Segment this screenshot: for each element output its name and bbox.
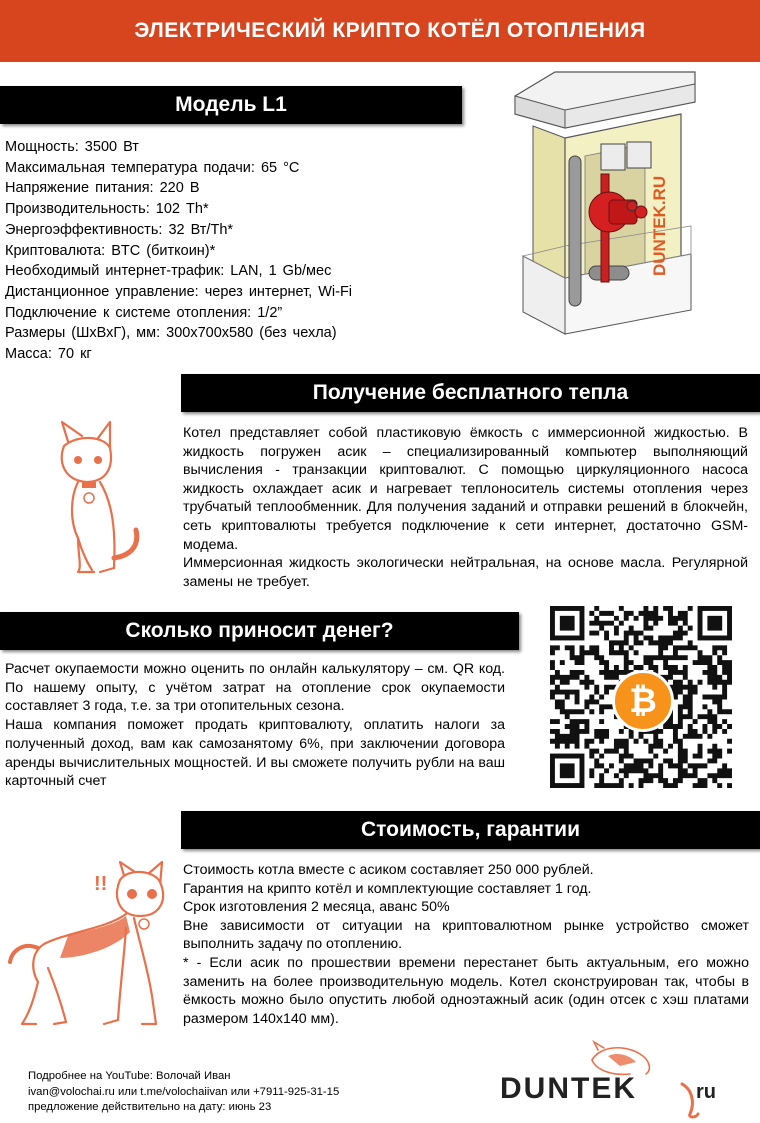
qr-finder-pattern (550, 754, 584, 788)
spec-item: Производительность: 102 Th* (5, 201, 209, 218)
model-heading-bar (0, 86, 462, 124)
pricing-line: Гарантия на крипто котёл и комплектующие составляет 1 год. (183, 880, 592, 897)
footer-validity: предложение действительно на дату: июнь 23 (28, 1101, 272, 1113)
pricing-line: Срок изготовления 2 месяца, аванс 50% (183, 899, 450, 916)
pricing-line: Стоимость котла вместе с асиком составляет 250 000 рублей. (183, 862, 594, 878)
spec-item: Размеры (ШхВхГ), мм: 300х700х580 (без чехла) (5, 325, 337, 342)
bitcoin-icon (612, 670, 674, 732)
spec-item: Дистанционное управление: через интернет, Wi-Fi (5, 283, 353, 300)
income-heading: Сколько приносит денег? (125, 619, 394, 642)
pricing-text (183, 861, 749, 1028)
spec-item: Мощность: 3500 Вт (5, 139, 139, 155)
income-paragraph: Наша компания поможет продать криптовалюту, оплатить налоги за полученный доход, вам как самозанятому 6%, при заключении договора аренды вычислительных мощностей. И вы сможете получить рубли на ваш карточный счет (5, 717, 505, 790)
qr-code[interactable] (550, 606, 732, 790)
spec-item: Максимальная температура подачи: 65 °С (5, 159, 300, 176)
logo-main: DUNTEK (500, 1072, 637, 1105)
free-heat-text (183, 424, 748, 591)
pricing-heading: Стоимость, гарантии (361, 818, 580, 841)
spec-item: Масса: 70 кг (5, 346, 92, 363)
free-heat-heading: Получение бесплатного тепла (312, 381, 629, 404)
footer-contacts-line[interactable]: ivan@volochai.ru или t.me/volochaiivan или +7911-925-31-15 (28, 1085, 340, 1098)
spec-item: Криптовалюта: BTC (биткоин)* (5, 242, 216, 259)
duntek-logo (500, 1040, 740, 1120)
top-banner (0, 0, 760, 62)
spec-list (5, 137, 475, 365)
income-text (5, 660, 505, 791)
cat-sitting-illustration (48, 418, 148, 584)
logo-suffix: ru (696, 1081, 716, 1103)
pricing-line: Вне зависимости от ситуации на криптовалютном рынке устройство сможет выполнить задачу по отоплению. (183, 917, 749, 953)
free-heat-paragraph: Иммерсионная жидкость экологически нейтральная, на основе масла. Регулярной замены не требует. (183, 555, 748, 590)
qr-finder-pattern (550, 606, 584, 640)
spec-item: Подключение к системе отопления: 1/2” (5, 304, 283, 321)
spec-item: Напряжение питания: 220 В (5, 180, 200, 197)
model-heading: Модель L1 (175, 93, 287, 116)
document-title: ЭЛЕКТРИЧЕСКИЙ КРИПТО КОТЁЛ ОТОПЛЕНИЯ (134, 19, 646, 42)
free-heat-paragraph: Котел представляет собой пластиковую ёмкость с иммерсионной жидкостью. В жидкость погружен асик – специализированный компьютер выполняющий вычисления - транзакции криптовалют. С помощью циркуляционного насоса жидкость охлаждает асик и нагревает теплоноситель системы отопления через трубчатый теплообменник. Для получения заданий и отправки решений в блокчейн, сеть криптовалюты требуется подключение к сети интернет, достаточно GSM-модема. (183, 425, 748, 553)
cat-surprised-illustration (8, 858, 180, 1034)
income-heading-bar (0, 612, 519, 650)
bitcoin-symbol: ₿ (629, 681, 657, 720)
pricing-heading-bar (181, 811, 760, 849)
spec-item: Необходимый интернет-трафик: LAN, 1 Gb/мес (5, 263, 332, 280)
footer-contacts (28, 1069, 339, 1116)
free-heat-heading-bar (181, 374, 760, 412)
spec-item: Энергоэффективность: 32 Вт/Th* (5, 221, 234, 238)
qr-finder-pattern (698, 606, 732, 640)
device-brand-label: DUNTEK.RU (650, 175, 669, 276)
income-paragraph: Расчет окупаемости можно оценить по онлайн калькулятору – см. QR код. По нашему опыту, с учётом затрат на отопление срок окупаемости составляет 3 года, т.е. за три отопительных сезона. (5, 661, 505, 715)
footer-youtube[interactable]: Подробнее на YouTube: Волочай Иван (28, 1070, 231, 1082)
exclamation-icon: !! (94, 873, 108, 895)
pricing-line: * - Если асик по прошествии времени перестанет быть актуальным, его можно заменить на более производительную модель. Котел сконструирован так, чтобы в ёмкость можно было опустить любой одноэтажный асик (один отсек с хэш платами размером 140х140 мм). (183, 954, 749, 1027)
boiler-illustration (505, 66, 705, 358)
